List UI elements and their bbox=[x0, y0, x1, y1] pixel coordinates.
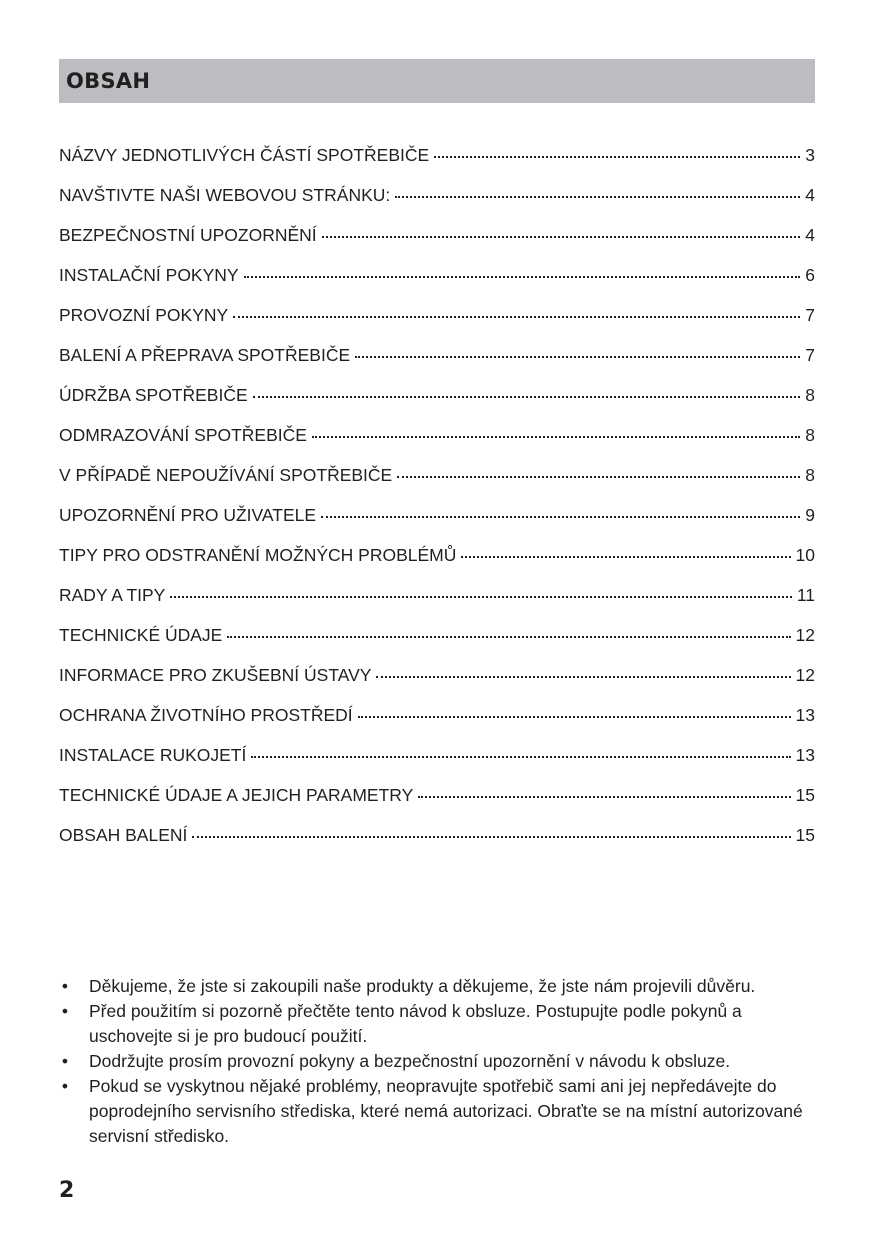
toc-leader-dots bbox=[312, 435, 800, 438]
toc-entry[interactable] bbox=[59, 665, 815, 705]
toc-leader-dots bbox=[461, 555, 790, 558]
toc-entry-page: 9 bbox=[805, 505, 815, 525]
toc-leader-dots bbox=[397, 475, 800, 478]
toc-leader-dots bbox=[192, 835, 790, 838]
toc-entry-label: TECHNICKÉ ÚDAJE bbox=[59, 625, 223, 645]
toc-entry-label: PROVOZNÍ POKYNY bbox=[59, 305, 229, 325]
toc-entry-label: BEZPEČNOSTNÍ UPOZORNĚNÍ bbox=[59, 225, 317, 245]
toc-leader-dots bbox=[227, 635, 790, 638]
note-text: Děkujeme, že jste si zakoupili naše produkty a děkujeme, že jste nám projevili důvěru. bbox=[89, 976, 756, 996]
toc-entry[interactable] bbox=[59, 705, 815, 745]
toc-entry-label: OCHRANA ŽIVOTNÍHO PROSTŘEDÍ bbox=[59, 705, 353, 725]
toc-entry[interactable] bbox=[59, 785, 815, 825]
bullet-icon: • bbox=[61, 1076, 69, 1096]
toc-entry[interactable] bbox=[59, 505, 815, 545]
note-text: Pokud se vyskytnou nějaké problémy, neopravujte spotřebič sami ani jej nepředávejte do poprodejního servisního střediska, které nemá autorizaci. Obraťte se na místní autorizované servisní středisko. bbox=[89, 1076, 803, 1146]
toc-entry[interactable] bbox=[59, 265, 815, 305]
toc-leader-dots bbox=[233, 315, 800, 318]
note-text: Dodržujte prosím provozní pokyny a bezpečnostní upozornění v návodu k obsluze. bbox=[89, 1051, 731, 1071]
toc-entry-page: 7 bbox=[805, 305, 815, 325]
toc-entry-page: 3 bbox=[805, 145, 815, 165]
toc-entry-page: 7 bbox=[805, 345, 815, 365]
toc-entry-page: 6 bbox=[805, 265, 815, 285]
toc-entry-label: INFORMACE PRO ZKUŠEBNÍ ÚSTAVY bbox=[59, 665, 372, 685]
toc-entry-label: ÚDRŽBA SPOTŘEBIČE bbox=[59, 385, 248, 405]
toc-entry[interactable] bbox=[59, 345, 815, 385]
toc-entry-label: INSTALACE RUKOJETÍ bbox=[59, 745, 247, 765]
toc-entry-label: UPOZORNĚNÍ PRO UŽIVATELE bbox=[59, 505, 317, 525]
toc-leader-dots bbox=[251, 755, 790, 758]
toc-entry-page: 15 bbox=[795, 825, 815, 845]
toc-entry-page: 15 bbox=[795, 785, 815, 805]
bullet-icon: • bbox=[61, 1001, 69, 1021]
toc-entry-label: BALENÍ A PŘEPRAVA SPOTŘEBIČE bbox=[59, 345, 351, 365]
toc-entry-page: 12 bbox=[795, 625, 815, 645]
toc-entry-label: RADY A TIPY bbox=[59, 585, 166, 605]
toc-leader-dots bbox=[253, 395, 800, 398]
toc-leader-dots bbox=[376, 675, 790, 678]
toc-entry-label: NAVŠTIVTE NAŠI WEBOVOU STRÁNKU: bbox=[59, 185, 391, 205]
toc-leader-dots bbox=[434, 155, 800, 158]
toc-entry-label: INSTALAČNÍ POKYNY bbox=[59, 265, 239, 285]
list-item bbox=[59, 974, 819, 999]
toc-entry[interactable] bbox=[59, 145, 815, 185]
toc-entry[interactable] bbox=[59, 545, 815, 585]
toc-entry-page: 8 bbox=[805, 425, 815, 445]
table-of-contents bbox=[59, 145, 815, 865]
page-title: OBSAH bbox=[66, 69, 151, 93]
toc-entry-label: OBSAH BALENÍ bbox=[59, 825, 188, 845]
toc-entry-label: TECHNICKÉ ÚDAJE A JEJICH PARAMETRY bbox=[59, 785, 414, 805]
toc-entry-page: 4 bbox=[805, 185, 815, 205]
toc-entry-page: 4 bbox=[805, 225, 815, 245]
toc-entry[interactable] bbox=[59, 225, 815, 265]
toc-entry-page: 11 bbox=[796, 585, 815, 605]
toc-entry[interactable] bbox=[59, 425, 815, 465]
toc-entry-page: 10 bbox=[795, 545, 815, 565]
toc-entry-label: TIPY PRO ODSTRANĚNÍ MOŽNÝCH PROBLÉMŮ bbox=[59, 545, 457, 565]
list-item bbox=[59, 1074, 819, 1149]
toc-entry[interactable] bbox=[59, 465, 815, 505]
toc-leader-dots bbox=[321, 515, 800, 518]
toc-entry-page: 8 bbox=[805, 385, 815, 405]
note-text: Před použitím si pozorně přečtěte tento návod k obsluze. Postupujte podle pokynů a uschovejte si je pro budoucí použití. bbox=[89, 1001, 742, 1046]
toc-entry-label: ODMRAZOVÁNÍ SPOTŘEBIČE bbox=[59, 425, 307, 445]
toc-entry[interactable] bbox=[59, 625, 815, 665]
bullet-icon: • bbox=[61, 976, 69, 996]
section-header bbox=[59, 59, 815, 103]
toc-entry-page: 13 bbox=[795, 705, 815, 725]
toc-leader-dots bbox=[322, 235, 800, 238]
toc-leader-dots bbox=[170, 595, 791, 598]
toc-leader-dots bbox=[418, 795, 790, 798]
toc-leader-dots bbox=[244, 275, 800, 278]
toc-entry-label: V PŘÍPADĚ NEPOUŽÍVÁNÍ SPOTŘEBIČE bbox=[59, 465, 393, 485]
toc-entry[interactable] bbox=[59, 745, 815, 785]
toc-entry[interactable] bbox=[59, 305, 815, 345]
page-number: 2 bbox=[59, 1178, 75, 1203]
toc-entry[interactable] bbox=[59, 585, 815, 625]
toc-entry-page: 13 bbox=[795, 745, 815, 765]
toc-leader-dots bbox=[358, 715, 791, 718]
toc-entry[interactable] bbox=[59, 825, 815, 865]
toc-leader-dots bbox=[355, 355, 800, 358]
bullet-icon: • bbox=[61, 1051, 69, 1071]
toc-leader-dots bbox=[395, 195, 800, 198]
toc-entry-page: 8 bbox=[805, 465, 815, 485]
toc-entry-label: NÁZVY JEDNOTLIVÝCH ČÁSTÍ SPOTŘEBIČE bbox=[59, 145, 430, 165]
list-item bbox=[59, 999, 819, 1049]
notes-list bbox=[59, 974, 819, 1149]
toc-entry[interactable] bbox=[59, 185, 815, 225]
list-item bbox=[59, 1049, 819, 1074]
toc-entry[interactable] bbox=[59, 385, 815, 425]
toc-entry-page: 12 bbox=[795, 665, 815, 685]
